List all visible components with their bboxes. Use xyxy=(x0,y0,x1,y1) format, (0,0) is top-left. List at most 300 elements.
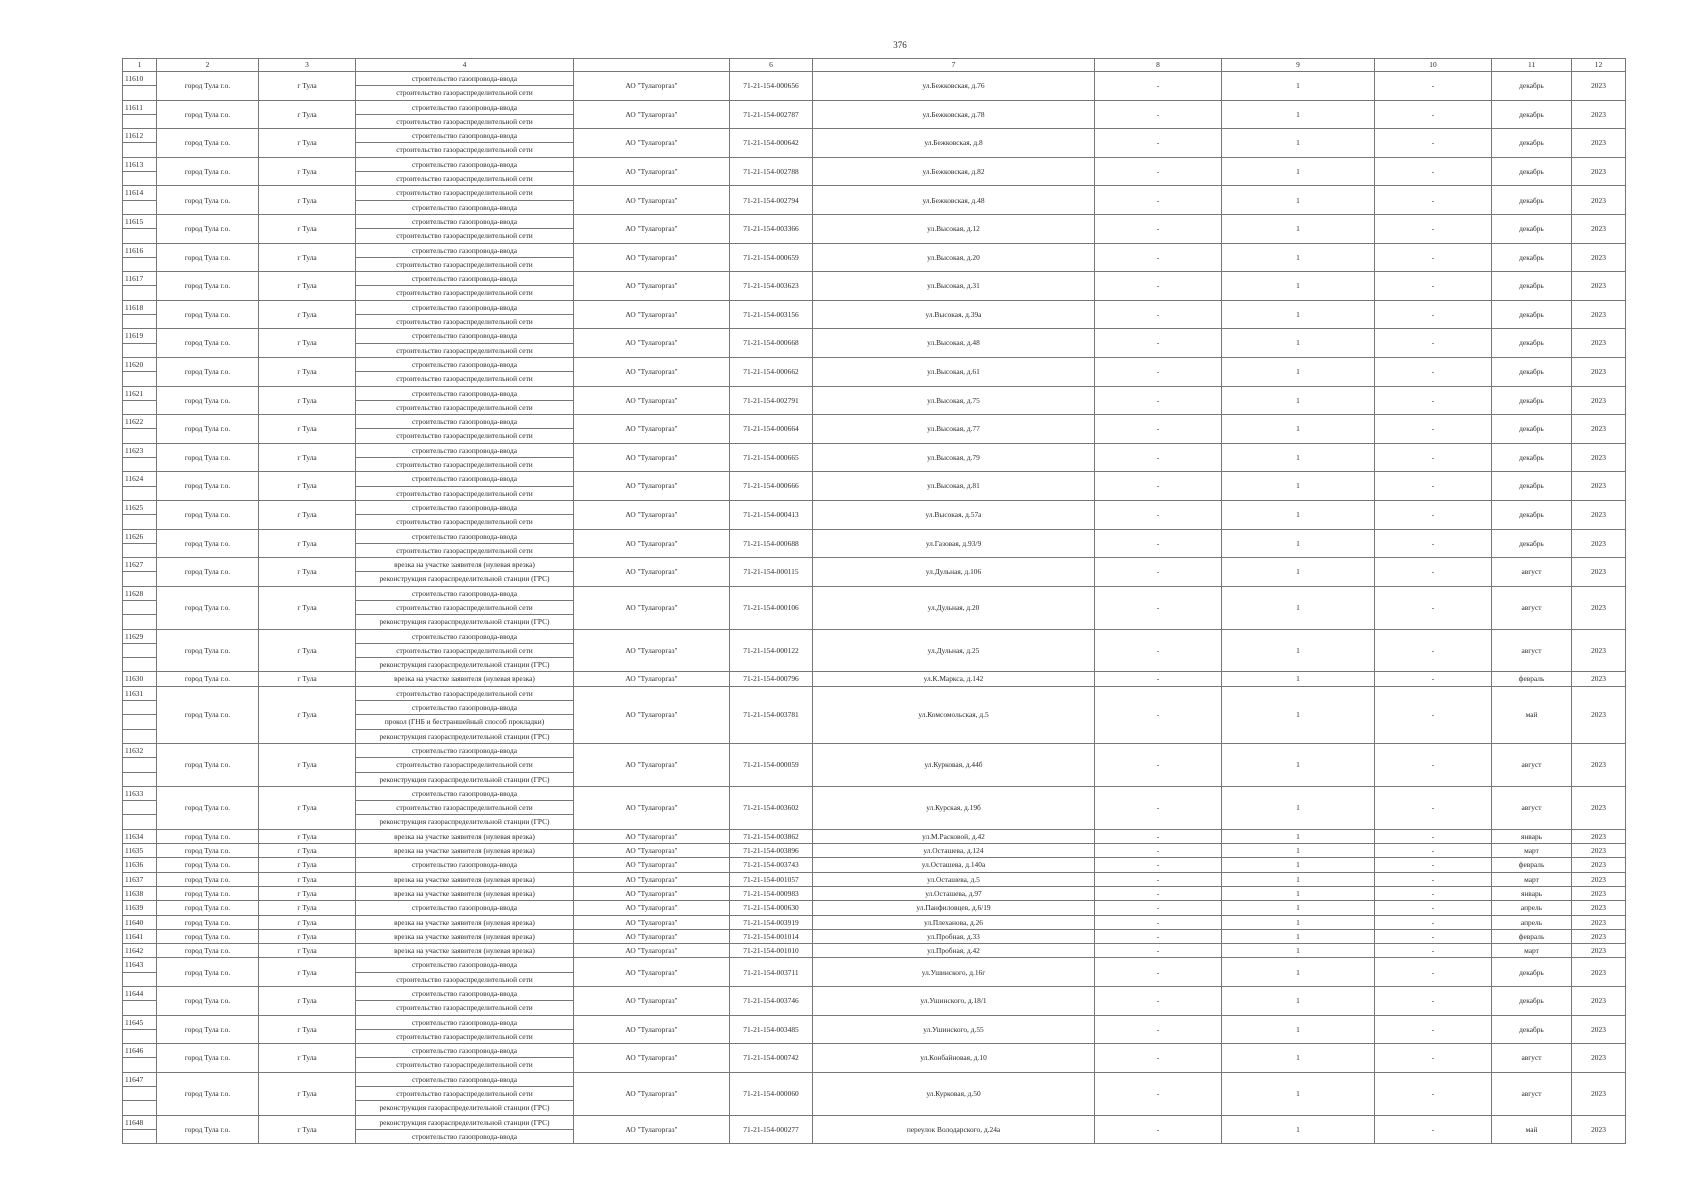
work-item: строительство газораспределительной сети xyxy=(356,643,573,657)
cell-col-9: 1 xyxy=(1222,157,1375,186)
work-item: врезка на участке заявителя (нулевая врезка) xyxy=(394,831,535,841)
cell-organization: АО "Тулагоргаз" xyxy=(574,186,730,215)
cell-col-9: 1 xyxy=(1222,415,1375,444)
cell-municipality: город Тула г.о. xyxy=(157,272,259,301)
work-item: строительство газопровода-ввода xyxy=(356,700,573,714)
cell-year: 2023 xyxy=(1572,300,1626,329)
cell-settlement: г Тула xyxy=(259,1115,356,1144)
table-row xyxy=(123,844,1626,858)
work-item: строительство газопровода-ввода xyxy=(411,131,518,141)
cell-organization: АО "Тулагоргаз" xyxy=(574,987,730,1016)
cell-works xyxy=(356,186,574,215)
work-item: реконструкция газораспределительной станции (ГРС) xyxy=(356,772,573,786)
cell-col-10: - xyxy=(1375,272,1492,301)
cell-col-9: 1 xyxy=(1222,672,1375,686)
cell-col-10: - xyxy=(1375,100,1492,129)
col-header: 1 xyxy=(123,59,157,72)
cell-col-10: - xyxy=(1375,214,1492,243)
cell-year: 2023 xyxy=(1572,929,1626,943)
cell-year: 2023 xyxy=(1572,672,1626,686)
work-item: врезка на участке заявителя (нулевая врезка) xyxy=(394,917,535,927)
cell-col-10: - xyxy=(1375,1072,1492,1115)
cell-address: ул.Ушинского, д.55 xyxy=(813,1015,1095,1044)
cell-municipality: город Тула г.о. xyxy=(157,1115,259,1144)
work-item: строительство газопровода-ввода xyxy=(411,1017,518,1027)
work-item: реконструкция газораспределительной станции (ГРС) xyxy=(379,1117,550,1127)
work-item: врезка на участке заявителя (нулевая врезка) xyxy=(394,931,535,941)
cell-municipality: город Тула г.о. xyxy=(157,357,259,386)
table-row xyxy=(123,272,1626,301)
row-number: 11644 xyxy=(125,989,144,998)
cell-object-code: 71-21-154-000668 xyxy=(730,329,813,358)
cell-col-9: 1 xyxy=(1222,386,1375,415)
cell-row-number xyxy=(123,1115,157,1144)
work-item: строительство газопровода-ввода xyxy=(411,159,518,169)
table-row xyxy=(123,901,1626,915)
cell-object-code: 71-21-154-000666 xyxy=(730,472,813,501)
cell-object-code: 71-21-154-003711 xyxy=(730,958,813,987)
row-number: 11628 xyxy=(125,588,144,598)
cell-settlement: г Тула xyxy=(259,1015,356,1044)
cell-works xyxy=(356,357,574,386)
cell-col-8: - xyxy=(1095,886,1222,900)
cell-col-10: - xyxy=(1375,129,1492,158)
cell-organization: АО "Тулагоргаз" xyxy=(574,958,730,987)
row-number: 11627 xyxy=(125,560,144,570)
cell-year: 2023 xyxy=(1572,915,1626,929)
cell-works xyxy=(356,72,574,101)
cell-organization: АО "Тулагоргаз" xyxy=(574,1072,730,1115)
row-number: 11630 xyxy=(125,674,144,684)
cell-municipality: город Тула г.о. xyxy=(157,844,259,858)
cell-col-9: 1 xyxy=(1222,300,1375,329)
cell-month: август xyxy=(1492,558,1572,587)
work-item: строительство газопровода-ввода xyxy=(411,531,518,541)
work-item: врезка на участке заявителя (нулевая врезка) xyxy=(394,846,535,856)
cell-row-number xyxy=(123,243,157,272)
register-table xyxy=(122,58,1626,1144)
row-number-subline xyxy=(123,657,156,671)
cell-year: 2023 xyxy=(1572,743,1626,786)
cell-settlement: г Тула xyxy=(259,386,356,415)
work-item: строительство газораспределительной сети xyxy=(356,1057,573,1071)
page-number: 376 xyxy=(893,40,907,50)
cell-municipality: город Тула г.о. xyxy=(157,100,259,129)
cell-col-8: - xyxy=(1095,415,1222,444)
cell-works xyxy=(356,214,574,243)
cell-works xyxy=(356,329,574,358)
work-item: реконструкция газораспределительной станции (ГРС) xyxy=(356,1100,573,1114)
row-number: 11635 xyxy=(125,846,144,856)
cell-row-number xyxy=(123,743,157,786)
col-header: 2 xyxy=(157,59,259,72)
row-number: 11633 xyxy=(125,788,144,798)
table-row xyxy=(123,958,1626,987)
row-number-subline xyxy=(123,114,156,128)
cell-col-8: - xyxy=(1095,858,1222,872)
cell-address: ул.Осташева, д.5 xyxy=(813,872,1095,886)
work-item: врезка на участке заявителя (нулевая врезка) xyxy=(394,946,535,956)
cell-col-9: 1 xyxy=(1222,844,1375,858)
cell-address: ул.Панфиловцев, д.6/19 xyxy=(813,901,1095,915)
cell-object-code: 71-21-154-000630 xyxy=(730,901,813,915)
cell-year: 2023 xyxy=(1572,272,1626,301)
col-header xyxy=(574,59,730,72)
row-number: 11615 xyxy=(125,216,144,226)
cell-month: январь xyxy=(1492,829,1572,843)
cell-col-9: 1 xyxy=(1222,129,1375,158)
cell-works xyxy=(356,915,574,929)
col-header: 12 xyxy=(1572,59,1626,72)
row-number: 11636 xyxy=(125,860,144,870)
cell-organization: АО "Тулагоргаз" xyxy=(574,272,730,301)
table-row xyxy=(123,672,1626,686)
cell-settlement: г Тула xyxy=(259,243,356,272)
cell-col-8: - xyxy=(1095,100,1222,129)
table-row xyxy=(123,686,1626,743)
cell-object-code: 71-21-154-003781 xyxy=(730,686,813,743)
cell-settlement: г Тула xyxy=(259,558,356,587)
row-number: 11631 xyxy=(125,688,144,698)
cell-municipality: город Тула г.о. xyxy=(157,386,259,415)
cell-year: 2023 xyxy=(1572,1115,1626,1144)
cell-year: 2023 xyxy=(1572,329,1626,358)
cell-works xyxy=(356,272,574,301)
cell-settlement: г Тула xyxy=(259,929,356,943)
row-number-subline xyxy=(123,142,156,156)
cell-object-code: 71-21-154-000122 xyxy=(730,629,813,672)
cell-address: ул.Курковая, д.50 xyxy=(813,1072,1095,1115)
cell-col-9: 1 xyxy=(1222,743,1375,786)
work-item: строительство газораспределительной сети xyxy=(356,142,573,156)
row-number: 11629 xyxy=(125,631,144,641)
work-item: строительство газопровода-ввода xyxy=(411,788,518,798)
cell-row-number xyxy=(123,901,157,915)
cell-col-9: 1 xyxy=(1222,1072,1375,1115)
cell-col-8: - xyxy=(1095,944,1222,958)
cell-month: август xyxy=(1492,586,1572,629)
table-row xyxy=(123,529,1626,558)
cell-col-10: - xyxy=(1375,844,1492,858)
cell-col-10: - xyxy=(1375,786,1492,829)
work-item: строительство газопровода-ввода xyxy=(411,417,518,427)
cell-address: ул.Курская, д.19б xyxy=(813,786,1095,829)
work-item: строительство газораспределительной сети xyxy=(356,800,573,814)
cell-settlement: г Тула xyxy=(259,214,356,243)
cell-address: ул.Пробная, д.33 xyxy=(813,929,1095,943)
work-item: строительство газораспределительной сети xyxy=(356,1000,573,1014)
cell-municipality: город Тула г.о. xyxy=(157,629,259,672)
row-number-subline xyxy=(123,800,156,814)
row-number-subline xyxy=(123,600,156,614)
cell-col-10: - xyxy=(1375,558,1492,587)
cell-object-code: 71-21-154-002791 xyxy=(730,386,813,415)
cell-address: ул.Высокая, д.75 xyxy=(813,386,1095,415)
cell-works xyxy=(356,829,574,843)
work-item: строительство газопровода-ввода xyxy=(411,388,518,398)
cell-organization: АО "Тулагоргаз" xyxy=(574,472,730,501)
cell-works xyxy=(356,157,574,186)
cell-col-8: - xyxy=(1095,901,1222,915)
cell-settlement: г Тула xyxy=(259,1044,356,1073)
row-number-subline xyxy=(123,571,156,585)
cell-address: ул.Комсомольская, д.5 xyxy=(813,686,1095,743)
cell-municipality: город Тула г.о. xyxy=(157,944,259,958)
cell-works xyxy=(356,1072,574,1115)
cell-year: 2023 xyxy=(1572,829,1626,843)
table-row xyxy=(123,300,1626,329)
cell-organization: АО "Тулагоргаз" xyxy=(574,672,730,686)
cell-month: декабрь xyxy=(1492,500,1572,529)
cell-col-9: 1 xyxy=(1222,357,1375,386)
cell-row-number xyxy=(123,929,157,943)
cell-object-code: 71-21-154-000106 xyxy=(730,586,813,629)
cell-month: декабрь xyxy=(1492,300,1572,329)
cell-col-9: 1 xyxy=(1222,186,1375,215)
cell-settlement: г Тула xyxy=(259,958,356,987)
cell-municipality: город Тула г.о. xyxy=(157,500,259,529)
cell-col-8: - xyxy=(1095,1044,1222,1073)
cell-municipality: город Тула г.о. xyxy=(157,958,259,987)
cell-address: переулок Володарского, д.24а xyxy=(813,1115,1095,1144)
cell-object-code: 71-21-154-000642 xyxy=(730,129,813,158)
cell-settlement: г Тула xyxy=(259,100,356,129)
table-row xyxy=(123,415,1626,444)
cell-year: 2023 xyxy=(1572,987,1626,1016)
cell-month: апрель xyxy=(1492,915,1572,929)
cell-year: 2023 xyxy=(1572,1044,1626,1073)
cell-settlement: г Тула xyxy=(259,472,356,501)
cell-object-code: 71-21-154-000059 xyxy=(730,743,813,786)
cell-settlement: г Тула xyxy=(259,829,356,843)
row-number: 11638 xyxy=(125,888,144,898)
cell-col-9: 1 xyxy=(1222,1115,1375,1144)
table-row xyxy=(123,886,1626,900)
cell-organization: АО "Тулагоргаз" xyxy=(574,529,730,558)
cell-row-number xyxy=(123,886,157,900)
cell-object-code: 71-21-154-003862 xyxy=(730,829,813,843)
work-item: строительство газопровода-ввода xyxy=(411,102,518,112)
row-number-subline xyxy=(123,729,156,743)
cell-col-9: 1 xyxy=(1222,443,1375,472)
row-number-subline xyxy=(123,85,156,99)
cell-object-code: 71-21-154-000115 xyxy=(730,558,813,587)
cell-address: ул.Бежковская, д.82 xyxy=(813,157,1095,186)
cell-col-8: - xyxy=(1095,300,1222,329)
col-header: 11 xyxy=(1492,59,1572,72)
cell-col-10: - xyxy=(1375,72,1492,101)
row-number: 11643 xyxy=(125,960,144,970)
work-item: строительство газораспределительной сети xyxy=(356,171,573,185)
cell-object-code: 71-21-154-001014 xyxy=(730,929,813,943)
cell-works xyxy=(356,629,574,672)
cell-settlement: г Тула xyxy=(259,915,356,929)
cell-organization: АО "Тулагоргаз" xyxy=(574,100,730,129)
cell-settlement: г Тула xyxy=(259,186,356,215)
work-item: строительство газораспределительной сети xyxy=(356,371,573,385)
table-row xyxy=(123,1044,1626,1073)
cell-municipality: город Тула г.о. xyxy=(157,186,259,215)
cell-month: декабрь xyxy=(1492,157,1572,186)
cell-col-10: - xyxy=(1375,1115,1492,1144)
cell-col-8: - xyxy=(1095,357,1222,386)
work-item: строительство газопровода-ввода xyxy=(411,74,518,83)
cell-year: 2023 xyxy=(1572,958,1626,987)
cell-municipality: город Тула г.о. xyxy=(157,672,259,686)
row-number-subline xyxy=(123,1057,156,1071)
cell-works xyxy=(356,472,574,501)
row-number: 11626 xyxy=(125,531,144,541)
row-number: 11621 xyxy=(125,388,144,398)
cell-col-10: - xyxy=(1375,829,1492,843)
cell-works xyxy=(356,386,574,415)
cell-object-code: 71-21-154-000664 xyxy=(730,415,813,444)
work-item: строительство газораспределительной сети xyxy=(356,543,573,557)
cell-row-number xyxy=(123,987,157,1016)
cell-year: 2023 xyxy=(1572,529,1626,558)
cell-works xyxy=(356,443,574,472)
row-number: 11612 xyxy=(125,131,144,141)
cell-col-10: - xyxy=(1375,929,1492,943)
work-item: строительство газораспределительной сети xyxy=(356,1086,573,1100)
work-item: строительство газораспределительной сети xyxy=(356,285,573,299)
cell-row-number xyxy=(123,300,157,329)
cell-municipality: город Тула г.о. xyxy=(157,929,259,943)
cell-organization: АО "Тулагоргаз" xyxy=(574,743,730,786)
cell-organization: АО "Тулагоргаз" xyxy=(574,386,730,415)
cell-col-9: 1 xyxy=(1222,786,1375,829)
cell-settlement: г Тула xyxy=(259,786,356,829)
cell-col-8: - xyxy=(1095,629,1222,672)
work-item: строительство газораспределительной сети xyxy=(356,314,573,328)
cell-settlement: г Тула xyxy=(259,300,356,329)
cell-address: ул.Бежковская, д.48 xyxy=(813,186,1095,215)
table-row xyxy=(123,629,1626,672)
cell-municipality: город Тула г.о. xyxy=(157,529,259,558)
cell-municipality: город Тула г.о. xyxy=(157,886,259,900)
cell-col-8: - xyxy=(1095,1072,1222,1115)
cell-settlement: г Тула xyxy=(259,357,356,386)
row-number: 11641 xyxy=(125,931,144,941)
cell-row-number xyxy=(123,844,157,858)
table-row xyxy=(123,786,1626,829)
cell-col-10: - xyxy=(1375,858,1492,872)
cell-municipality: город Тула г.о. xyxy=(157,743,259,786)
cell-address: ул.М.Расковой, д.42 xyxy=(813,829,1095,843)
cell-col-9: 1 xyxy=(1222,872,1375,886)
cell-works xyxy=(356,415,574,444)
cell-settlement: г Тула xyxy=(259,944,356,958)
table-row xyxy=(123,500,1626,529)
cell-col-9: 1 xyxy=(1222,529,1375,558)
cell-month: декабрь xyxy=(1492,472,1572,501)
cell-month: декабрь xyxy=(1492,100,1572,129)
row-number: 11632 xyxy=(125,745,144,755)
cell-col-9: 1 xyxy=(1222,586,1375,629)
cell-settlement: г Тула xyxy=(259,529,356,558)
cell-col-8: - xyxy=(1095,686,1222,743)
row-number-subline xyxy=(123,1029,156,1043)
row-number: 11645 xyxy=(125,1017,144,1027)
cell-object-code: 71-21-154-000060 xyxy=(730,1072,813,1115)
cell-object-code: 71-21-154-002788 xyxy=(730,157,813,186)
row-number-subline xyxy=(123,772,156,786)
cell-month: август xyxy=(1492,629,1572,672)
cell-row-number xyxy=(123,157,157,186)
table-row xyxy=(123,944,1626,958)
cell-col-9: 1 xyxy=(1222,629,1375,672)
row-number: 11647 xyxy=(125,1074,144,1084)
cell-address: ул.Дульная, д.106 xyxy=(813,558,1095,587)
col-header: 4 xyxy=(356,59,574,72)
cell-address: ул.Осташева, д.140а xyxy=(813,858,1095,872)
cell-col-8: - xyxy=(1095,786,1222,829)
cell-col-10: - xyxy=(1375,243,1492,272)
cell-col-10: - xyxy=(1375,472,1492,501)
cell-address: ул.Дульная, д.20 xyxy=(813,586,1095,629)
cell-settlement: г Тула xyxy=(259,987,356,1016)
cell-address: ул.Осташева, д.97 xyxy=(813,886,1095,900)
row-number: 11624 xyxy=(125,474,144,484)
table-row xyxy=(123,1115,1626,1144)
row-number-subline xyxy=(123,171,156,185)
cell-municipality: город Тула г.о. xyxy=(157,586,259,629)
col-header: 6 xyxy=(730,59,813,72)
cell-organization: АО "Тулагоргаз" xyxy=(574,844,730,858)
row-number: 11616 xyxy=(125,245,144,255)
work-item: строительство газопровода-ввода xyxy=(356,200,573,214)
cell-organization: АО "Тулагоргаз" xyxy=(574,629,730,672)
table-row xyxy=(123,243,1626,272)
cell-col-10: - xyxy=(1375,443,1492,472)
cell-col-9: 1 xyxy=(1222,901,1375,915)
cell-settlement: г Тула xyxy=(259,1072,356,1115)
cell-works xyxy=(356,944,574,958)
cell-col-8: - xyxy=(1095,829,1222,843)
work-item: строительство газопровода-ввода xyxy=(411,245,518,255)
cell-organization: АО "Тулагоргаз" xyxy=(574,858,730,872)
cell-object-code: 71-21-154-003623 xyxy=(730,272,813,301)
cell-address: ул.Высокая, д.81 xyxy=(813,472,1095,501)
cell-works xyxy=(356,872,574,886)
cell-col-9: 1 xyxy=(1222,944,1375,958)
cell-address: ул.Ушинского, д.18/1 xyxy=(813,987,1095,1016)
cell-year: 2023 xyxy=(1572,157,1626,186)
row-number-subline xyxy=(123,1086,156,1100)
cell-col-9: 1 xyxy=(1222,929,1375,943)
cell-col-10: - xyxy=(1375,157,1492,186)
work-item: строительство газораспределительной сети xyxy=(356,343,573,357)
cell-row-number xyxy=(123,386,157,415)
cell-address: ул.Высокая, д.57а xyxy=(813,500,1095,529)
cell-month: август xyxy=(1492,1072,1572,1115)
cell-organization: АО "Тулагоргаз" xyxy=(574,1015,730,1044)
cell-year: 2023 xyxy=(1572,629,1626,672)
cell-year: 2023 xyxy=(1572,415,1626,444)
row-number: 11642 xyxy=(125,946,144,956)
row-number-subline xyxy=(123,285,156,299)
cell-year: 2023 xyxy=(1572,472,1626,501)
cell-organization: АО "Тулагоргаз" xyxy=(574,686,730,743)
cell-col-10: - xyxy=(1375,186,1492,215)
row-number-subline xyxy=(123,486,156,500)
row-number: 11625 xyxy=(125,502,144,512)
cell-settlement: г Тула xyxy=(259,329,356,358)
cell-col-8: - xyxy=(1095,586,1222,629)
cell-municipality: город Тула г.о. xyxy=(157,443,259,472)
row-number-subline xyxy=(123,757,156,771)
cell-year: 2023 xyxy=(1572,901,1626,915)
